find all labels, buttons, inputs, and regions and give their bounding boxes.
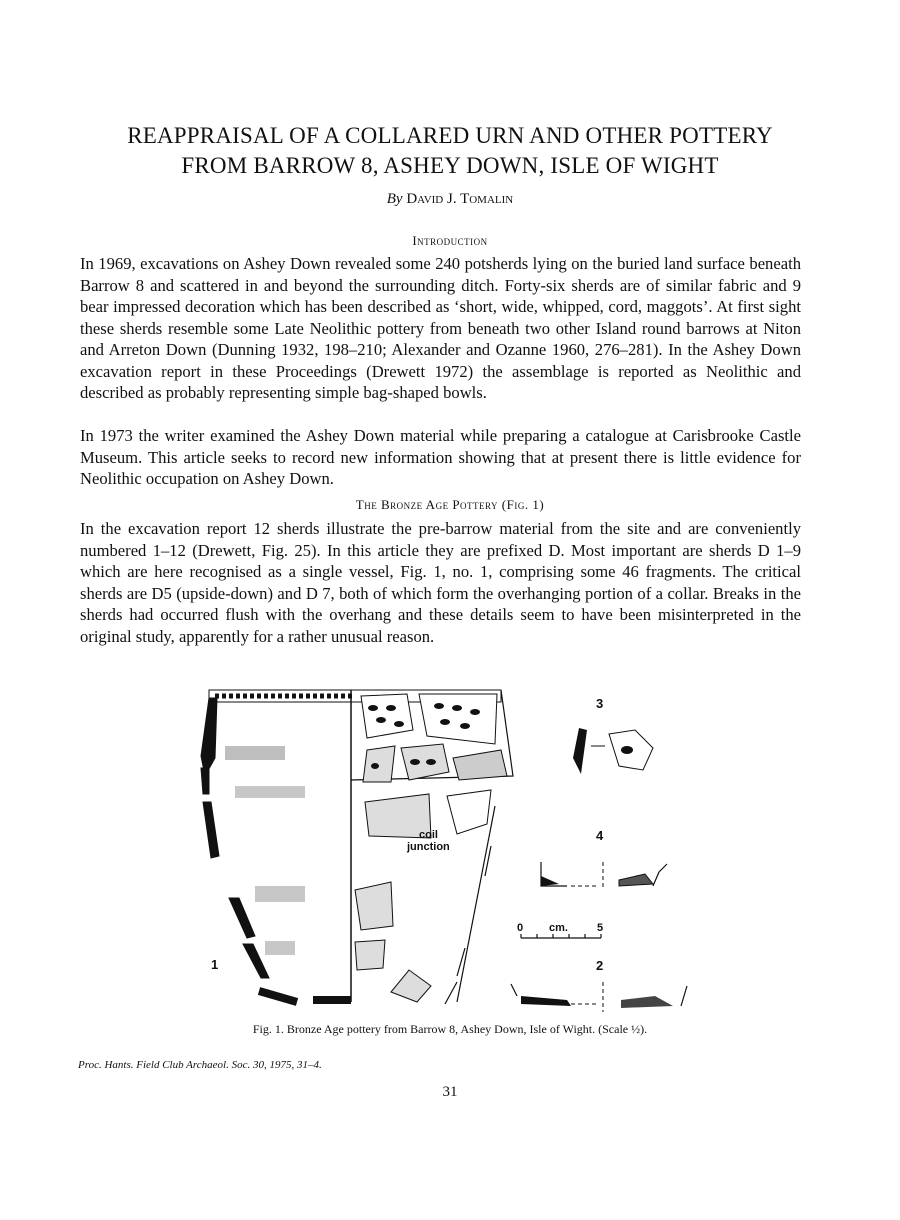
section-heading-introduction: Introduction (412, 233, 488, 248)
figure-caption: Fig. 1. Bronze Age pottery from Barrow 8, Ashey Down, Isle of Wight. (Scale ½). (252, 1022, 648, 1036)
sherd-4-drawing (541, 862, 667, 890)
journal-citation: Proc. Hants. Field Club Archaeol. Soc. 30, 1975, 31–4. (78, 1059, 322, 1071)
article-title-line-2: FROM BARROW 8, ASHEY DOWN, ISLE OF WIGHT (181, 153, 719, 178)
sherd-3-drawing (573, 728, 653, 774)
paragraph-2: In 1973 the writer examined the Ashey Down material while preparing a catalogue at Carisbrooke Castle Museum. This article seeks to record new information showing that at present there is little evidence for Neolithic occupation on Ashey Down. (80, 426, 801, 488)
paragraph-1: In 1969, excavations on Ashey Down revealed some 240 potsherds lying on the buried land surface beneath Barrow 8 and scattered in and beyond the surrounding ditch. Forty-six sherds are of similar fabric and 9 bear impressed decoration which has been described as ‘short, wide, whipped, cord, maggots’. At first sight these sherds resemble some Late Neolithic pottery from beneath two other Island round barrows at Niton and Arreton Down (Dunning 1932, 198–210; Alexander and Ozanne 1960, 276–281). In the Ashey Down excavation report in these Proceedings (Drewett 1972) the assemblage is reported as Neolithic and described as probably representing simple bag-shaped bowls. (80, 254, 801, 402)
scale-zero: 0 (517, 922, 524, 934)
pottery-figure (195, 686, 715, 1018)
author-name: David J. Tomalin (406, 191, 514, 207)
sherd-3-label: 3 (596, 696, 604, 711)
sherd-2-label: 2 (596, 958, 604, 973)
byline-prefix: By (386, 191, 403, 207)
vessel-1-label: 1 (211, 957, 219, 972)
vessel-1-drawing (201, 690, 513, 1004)
coil-label: coil (419, 829, 438, 841)
byline (0, 191, 900, 208)
paragraph-3: In the excavation report 12 sherds illustrate the pre-barrow material from the site and are conveniently numbered 1–12 (Drewett, Fig. 25). In this article they are prefixed D. Most important are sherds D 1–9 which are here recognised as a single vessel, Fig. 1, no. 1, comprising some 46 fragments. The critical sherds are D5 (upside-down) and D 7, both of which form the overhanging portion of a collar. Breaks in the sherds had occurred flush with the overhang and these details seem to have been misinterpreted in the original study, apparently for a rather unusual reason. (80, 519, 801, 646)
sherd-2-drawing (511, 982, 687, 1012)
article-title-line-1: REAPPRAISAL OF A COLLARED URN AND OTHER POTTERY (127, 123, 773, 148)
junction-label: junction (407, 841, 450, 853)
sherd-4-label: 4 (596, 828, 604, 843)
scale-unit: cm. (549, 922, 568, 934)
scale-five: 5 (597, 922, 604, 934)
page-number: 31 (442, 1084, 458, 1100)
section-heading-bronze-age: The Bronze Age Pottery (Fig. 1) (355, 497, 545, 512)
scale-bar (517, 922, 603, 938)
